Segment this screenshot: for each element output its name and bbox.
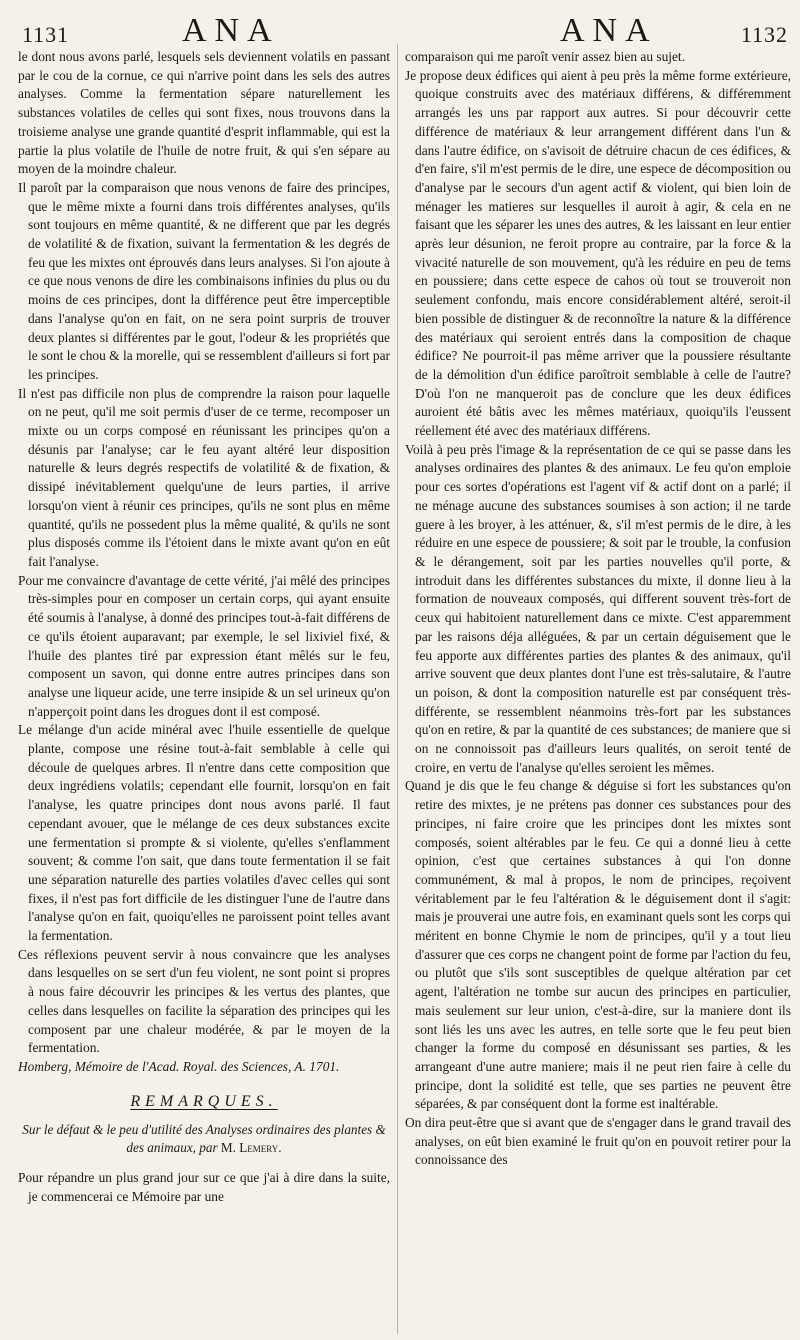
subtitle-text: Sur le défaut & le peu d'utilité des Analyses ordinaires des plantes & des animaux, par: [22, 1122, 386, 1156]
right-paragraph-4: Quand je dis que le feu change & déguise si fort les substances qu'on retire des mixtes, je ne prétens pas donner ces substances pour des principes, ni faire croire que les principes dont les mixtes sont composés, soient altérables par le feu. Ce qui a donné lieu à cette opinion, c'est que certaines substances à qui l'on donne communément, & mal à propos, le nom de principes, reçoivent véritablement par le feu l'altération & le déguisement dont il s'agit: mais je prouverai une autre fois, en examinant quels sont les corps qui méritent en bonne Chymie le nom de principes, qu'il y a tout lieu d'assurer que ces corps ne changent point de forme par l'action du feu, ou plutôt que s'ils sont susceptibles de quelque altération par cet agent, l'altération ne tombe sur aucun des principes en particulier, mais seulement sur leur union, c'est-à-dire, sur la maniere dont ils sont liés les uns avec les autres, en telle sorte que le feu peut bien changer la forme du composé en désunissant ses parties, & les arrangeant d'une autre maniere; mais il ne peut rien faire à celle du principe, dont la solidité est telle, que ses parties ne peuvent être séparées, & par conséquent dont la forme est inaltérable.: [405, 778, 791, 1112]
column-divider: [397, 44, 398, 1334]
page-header: [12, 8, 792, 49]
left-paragraph-3: Il n'est pas difficile non plus de comprendre la raison pour laquelle on ne peut, qu'il me soit permis d'user de ce terme, recomposer un mixte ou un corps composé en réunissant les principes qu'on a désunis par l'analyse; car le feu ayant altéré leur disposition naturelle & leurs degrés respectifs de volatilité & de fixation, & dissipé inévitablement quelqu'une de leurs parties, il arrive lorsqu'on vient à réunir ces principes, qu'ils ne sont plus en même quantité, qu'ils ne possedent plus la même qualité, & qu'ils ne sont plus disposés comme ils l'étoient dans le mixte avant qu'on en eût fait l'analyse.: [18, 385, 390, 569]
right-page-number: 1132: [740, 22, 788, 47]
left-paragraph-5: Le mélange d'un acide minéral avec l'huile essentielle de quelque plante, compose une résine tout-à-fait semblable à celle qui découle de quelques arbres. Il n'entre dans cette composition que deux ingrédiens volatils; cependant elle fournit, lorsqu'on en fait l'analyse, les quatre principes dont nous avons parlé. Il faut cependant avouer, que le mélange de ces deux substances excite une fermentation si prompte & si violente, qu'elles s'enflamment souvent; & comme l'on sait, que dans toute fermentation il se fait une séparation naturelle des parties volatiles d'avec celles qui sont fixes, il n'est pas fort difficile de les distinguer l'une de l'autre dans l'analyse qu'on en fait, quoiqu'elles ne paroissent point telles avant la fermentation.: [18, 722, 390, 944]
citation-signature: Homberg, Mémoire de l'Acad. Royal. des Sciences, A. 1701.: [18, 1058, 340, 1074]
right-paragraph-1: comparaison qui me paroît venir assez bien au sujet.: [405, 49, 686, 64]
left-paragraph-1: le dont nous avons parlé, lesquels sels deviennent volatils en passant par le cou de la cornue, ce qui n'arrive point dans les sels des autres analyses. Comme la fermentation sépare naturellement les substances volatiles de celles qui sont fixes, nous trouvons dans la troisieme analyse une grande quantité d'esprit inflammable, qui est la partie la plus volatile de l'huile de notre fruit, & qui s'en sépare au moyen de la moindre chaleur.: [18, 49, 390, 177]
section-heading: REMARQUES.: [130, 1092, 278, 1110]
right-paragraph-5: On dira peut-être que si avant que de s'engager dans le grand travail des analyses, on eût bien examiné le fruit qu'on en pouvoit retirer pour la connoissance des: [405, 1115, 791, 1168]
left-paragraph-6: Ces réflexions peuvent servir à nous convaincre que les analyses dans lesquelles on se sert d'un feu violent, ne sont point si propres à nous faire découvrir les principes & les vertus des plantes, que celles dans lesquelles on facilite la séparation des principes qui les composent par une chaleur modérée, & par le moyen de la fermentation.: [18, 946, 390, 1056]
section-subtitle: [22, 1121, 386, 1157]
left-paragraph-4: Pour me convaincre d'avantage de cette vérité, j'ai mêlé des principes très-simples pour en composer un certain corps, qui ayant ensuite été soumis à l'analyse, à donné des principes tout-à-fait différens de ce qu'ils étoient auparavant; par exemple, le sel lixiviel fixé, & l'huile des plantes tiré par expression étant mêlés sur le feu, composent un savon, qui donne entre autres principes dans son analyse une liqueur acide, une terre insipide & un sel urineux qu'on n'apperçoit point dans les drogues dont il est composé.: [18, 572, 390, 719]
right-paragraph-2: Je propose deux édifices qui aient à peu près la même forme extérieure, quoique construits avec des matériaux différens, & différemment arrangés les uns par rapport aux autres. Si pour découvrir cette différence de matériaux & leur arrangement différent dans l'un & dans l'autre édifice, on s'avisoit de détruire chacun de ces édifices, & d'en faire, s'il m'est permis de le dire, une espece de décomposition ou d'analyse par le secours d'un agent actif & violent, qui bien loin de ménager les matieres sur lesquelles il auroit à agir, & cela en ne faisant que les séparer les unes des autres, & les laissant en leur entier après leur désunion, ne feroit propre au contraire, par la force & la vivacité naturelle de son mouvement, qu'à les réduire en peu de tems en poussiere; dans cette espece de cahos où tout se trouveroit non seulement confondu, mais encore considérablement altéré, seroit-il bien possible de distinguer & de reconnoître la nature & la différence des matériaux qui seroient entrés dans la composition de chaque édifice? Ne pourroit-il pas même arriver que la poussiere résultante de la démolition d'un édifice paroîtroit semblable à celle de l'autre? D'où l'on ne manqueroit pas de conclure que les deux édifices auroient été bâtis avec les mêmes matériaux, quoiqu'ils l'eussent réellement été avec des matériaux différens.: [405, 67, 791, 439]
right-running-head: ANA: [560, 12, 658, 49]
left-page-number: 1131: [22, 22, 70, 47]
left-running-head: ANA: [182, 12, 280, 49]
left-paragraph-2: Il paroît par la comparaison que nous venons de faire des principes, que le même mixte a fourni dans trois différentes analyses, qu'ils sont toujours en même quantité, & ne different que par les degrés de volatilité & de fixation, suivant la fermentation & les degrés de feu que les mixtes ont éprouvés dans leurs analyses. Si l'on ajoute à ce que nous venons de dire les combinaisons infinies du plus ou du moins de ces principes, dont la différence peut être imperceptible dans l'analyse qu'on en fait, on ne sera point surpris de trouver deux plantes si différentes par le gout, l'odeur & les propriétés que le sont le chou & la morelle, qui se ressemblent d'ailleurs si fort par les principes.: [18, 179, 390, 382]
right-paragraph-3: Voilà à peu près l'image & la représentation de ce qui se passe dans les analyses ordinaires des plantes & des animaux. Le feu qu'on emploie pour ces sortes d'opérations est l'agent vif & actif dont on a parlé; il ne ménage aucune des substances soumises à son action; il ne tarde guere à les broyer, à les atténuer, &, s'il m'est permis de le dire, à les réduire en une espece de poussiere; & soit par le trouble, la confusion & le dérangement, soit par les parties nouvelles qu'il porte, & introduit dans les différentes substances du mixte, il donne lieu à la formation de nouveaux composés, qui different souvent très-fort de ceux qui habitoient naturellement dans ce mixte. C'est apparemment par les raisons déja alléguées, & par un certain déguisement que le feu apporte aux différentes parties des plantes & des animaux, qu'il arrive souvent que deux plantes dont l'une est très-salutaire, & l'autre un poison, & dont la composition naturelle est par conséquent très-différente, se ressemblent néanmoins très-fort par les substances qu'on en retire, & par la quantité de ces substances; de maniere que si on ne connoissoit pas d'ailleurs leurs qualités, on seroit tenté de croire, en vertu de l'analyse qu'elles seroient les mêmes.: [405, 441, 791, 775]
subtitle-author: M. Lemery.: [220, 1140, 282, 1156]
right-column: [405, 48, 791, 1170]
left-paragraph-7: Pour répandre un plus grand jour sur ce que j'ai à dire dans la suite, je commencerai ce Mémoire par une: [18, 1170, 390, 1205]
left-column: [18, 48, 390, 1207]
